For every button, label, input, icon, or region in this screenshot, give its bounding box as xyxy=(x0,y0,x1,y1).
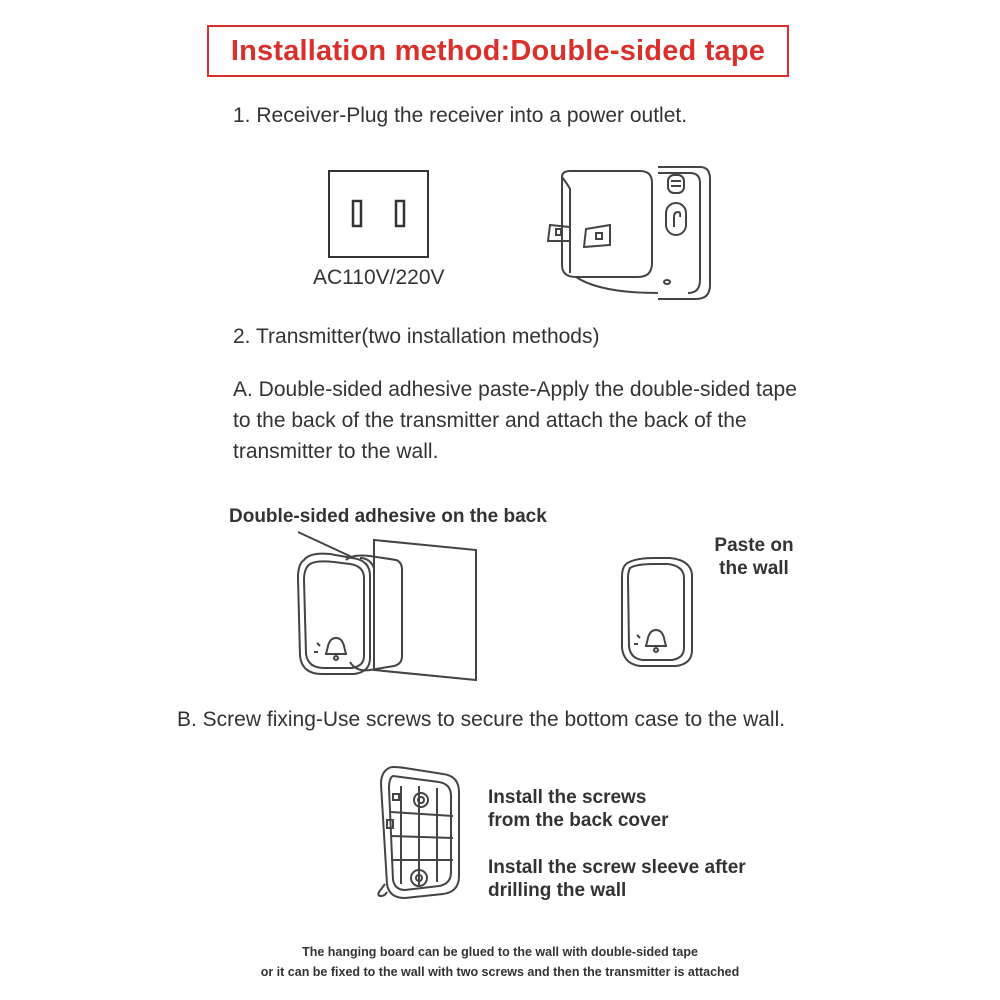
screw-label-2-line1: Install the screw sleeve after xyxy=(488,857,746,878)
footer-note-line1: The hanging board can be glued to the wall with double-sided tape xyxy=(302,945,698,959)
screw-label-2-line2: drilling the wall xyxy=(488,880,627,901)
footer-note xyxy=(0,942,1000,982)
page-title: Installation method:Double-sided tape xyxy=(230,34,766,67)
method-a-text: A. Double-sided adhesive paste-Apply the double-sided tape to the back of the transmitter and attach the back of the transmitter to the wall. xyxy=(233,378,797,463)
step1-text: 1. Receiver-Plug the receiver into a power outlet. xyxy=(233,104,688,127)
screw-label-1 xyxy=(488,786,669,832)
step2-text: 2. Transmitter(two installation methods) xyxy=(233,325,600,348)
adhesive-label: Double-sided adhesive on the back xyxy=(229,506,547,527)
method-b-text: B. Screw fixing-Use screws to secure the bottom case to the wall. xyxy=(177,708,786,731)
paste-label-line1: Paste on xyxy=(714,535,794,556)
back-plate-illustration xyxy=(375,764,470,902)
transmitter-adhesive-illustration xyxy=(290,528,490,686)
screw-label-1-line2: from the back cover xyxy=(488,810,669,831)
screw-label-1-line1: Install the screws xyxy=(488,787,647,808)
paste-on-wall-label xyxy=(700,534,808,580)
screw-label-2 xyxy=(488,856,746,902)
footer-note-line2: or it can be fixed to the wall with two screws and then the transmitter is attached xyxy=(260,965,740,979)
transmitter-on-wall-illustration xyxy=(618,556,698,668)
outlet-voltage-label: AC110V/220V xyxy=(313,266,445,289)
power-outlet-illustration xyxy=(328,170,430,260)
title-box xyxy=(207,25,789,77)
paste-label-line2: the wall xyxy=(719,558,789,579)
receiver-plug-illustration xyxy=(540,165,715,305)
